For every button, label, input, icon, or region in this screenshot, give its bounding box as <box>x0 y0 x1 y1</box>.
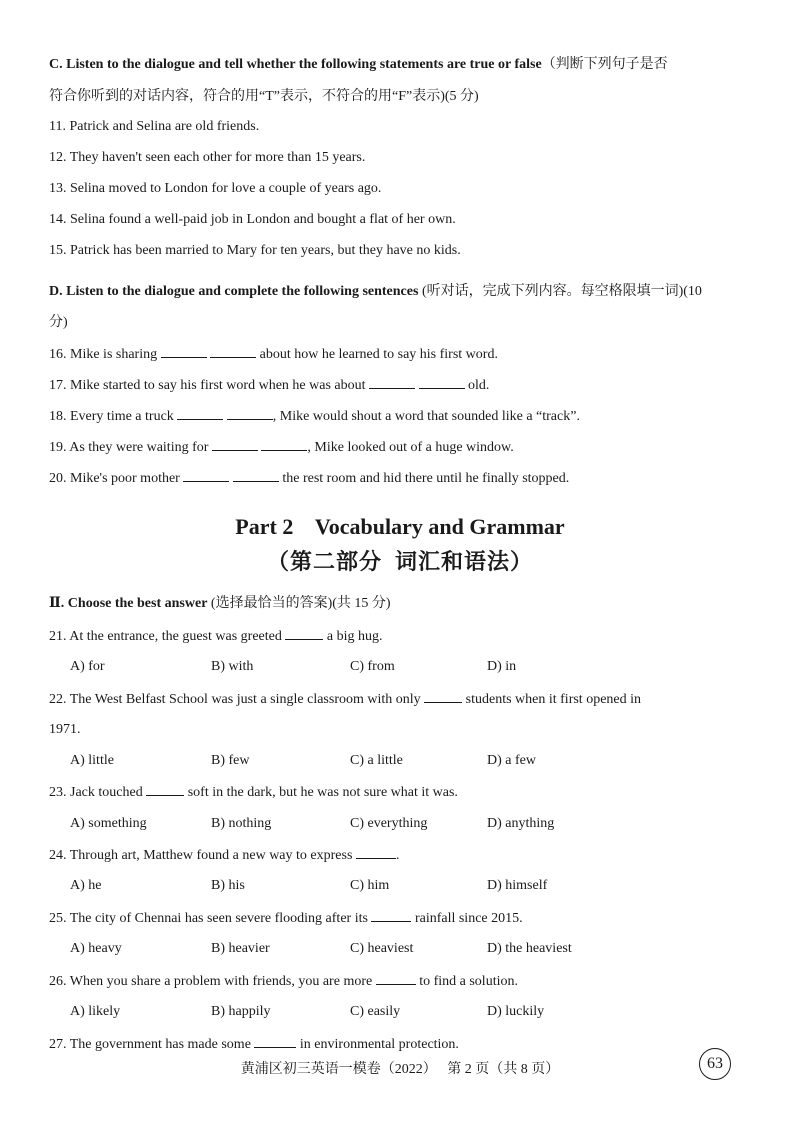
sentence-20: 20. Mike's poor mother the rest room and hid there until he finally stopped. <box>49 471 570 486</box>
question-26: 26. When you share a problem with friends, you are more to find a solution. <box>49 974 518 989</box>
section-ii-heading: Ⅱ. Choose the best answer (选择最恰当的答案)(共 15 分) <box>49 596 391 611</box>
page-footer: 黄浦区初三英语一模卷（2022） 第 2 页（共 8 页） <box>240 1062 560 1077</box>
answer-blank[interactable] <box>161 345 207 358</box>
answer-blank[interactable] <box>371 909 411 922</box>
answer-blank[interactable] <box>146 783 184 796</box>
option-c[interactable]: C) everything <box>350 816 428 831</box>
answer-blank[interactable] <box>233 469 279 482</box>
part-subtitle: （第二部分 词汇和语法） <box>266 549 533 574</box>
option-a[interactable]: A) heavy <box>70 941 122 956</box>
option-b[interactable]: B) nothing <box>211 816 272 831</box>
part-title: Part 2 Vocabulary and Grammar <box>235 514 565 539</box>
answer-blank[interactable] <box>261 438 307 451</box>
question-27: 27. The government has made some in environmental protection. <box>49 1037 459 1052</box>
statement-11: 11. Patrick and Selina are old friends. <box>49 119 260 134</box>
question-21: 21. At the entrance, the guest was greeted a big hug. <box>49 629 383 644</box>
statement-15: 15. Patrick has been married to Mary for ten years, but they have no kids. <box>49 243 461 258</box>
option-a[interactable]: A) for <box>70 659 105 674</box>
option-d[interactable]: D) the heaviest <box>487 941 572 956</box>
sentence-18: 18. Every time a truck , Mike would shout a word that sounded like a “track”. <box>49 409 580 424</box>
option-c[interactable]: C) him <box>350 878 390 893</box>
sentence-16: 16. Mike is sharing about how he learned to say his first word. <box>49 347 498 362</box>
answer-blank[interactable] <box>210 345 256 358</box>
answer-blank[interactable] <box>227 407 273 420</box>
option-b[interactable]: B) happily <box>211 1004 271 1019</box>
option-d[interactable]: D) himself <box>487 878 548 893</box>
question-22-cont: 1971. <box>49 722 81 737</box>
section-c-heading: C. Listen to the dialogue and tell whether the following statements are true or false（判断下列句子是否 <box>49 57 668 72</box>
option-a[interactable]: A) he <box>70 878 102 893</box>
section-c-heading-line2: 符合你听到的对话内容，符合的用“T”表示，不符合的用“F”表示)(5 分) <box>49 89 479 104</box>
section-d-heading-line2: 分) <box>49 315 68 330</box>
option-d[interactable]: D) a few <box>487 753 536 768</box>
option-b[interactable]: B) his <box>211 878 245 893</box>
statement-12: 12. They haven't seen each other for more than 15 years. <box>49 150 366 165</box>
section-d-heading: D. Listen to the dialogue and complete the following sentences (听对话，完成下列内容。每空格限填一词)(10 <box>49 284 702 299</box>
option-a[interactable]: A) something <box>70 816 147 831</box>
question-24: 24. Through art, Matthew found a new way to express . <box>49 848 400 863</box>
option-c[interactable]: C) heaviest <box>350 941 414 956</box>
option-c[interactable]: C) from <box>350 659 395 674</box>
answer-blank[interactable] <box>369 376 415 389</box>
question-22: 22. The West Belfast School was just a single classroom with only students when it first opened in <box>49 692 642 707</box>
answer-blank[interactable] <box>177 407 223 420</box>
option-d[interactable]: D) in <box>487 659 517 674</box>
option-a[interactable]: A) likely <box>70 1004 121 1019</box>
option-c[interactable]: C) a little <box>350 753 403 768</box>
sentence-17: 17. Mike started to say his first word when he was about old. <box>49 378 490 393</box>
option-b[interactable]: B) heavier <box>211 941 270 956</box>
answer-blank[interactable] <box>183 469 229 482</box>
answer-blank[interactable] <box>419 376 465 389</box>
option-b[interactable]: B) few <box>211 753 250 768</box>
answer-blank[interactable] <box>376 972 416 985</box>
option-a[interactable]: A) little <box>70 753 114 768</box>
answer-blank[interactable] <box>424 690 462 703</box>
question-25: 25. The city of Chennai has seen severe flooding after its rainfall since 2015. <box>49 911 523 926</box>
answer-blank[interactable] <box>285 627 323 640</box>
statement-14: 14. Selina found a well-paid job in London and bought a flat of her own. <box>49 212 456 227</box>
question-23: 23. Jack touched soft in the dark, but he was not sure what it was. <box>49 785 458 800</box>
option-c[interactable]: C) easily <box>350 1004 401 1019</box>
page-number-badge: 63 <box>699 1048 731 1080</box>
answer-blank[interactable] <box>356 846 396 859</box>
statement-13: 13. Selina moved to London for love a couple of years ago. <box>49 181 382 196</box>
answer-blank[interactable] <box>212 438 258 451</box>
answer-blank[interactable] <box>254 1035 296 1048</box>
option-d[interactable]: D) anything <box>487 816 555 831</box>
sentence-19: 19. As they were waiting for , Mike looked out of a huge window. <box>49 440 514 455</box>
option-b[interactable]: B) with <box>211 659 254 674</box>
option-d[interactable]: D) luckily <box>487 1004 545 1019</box>
